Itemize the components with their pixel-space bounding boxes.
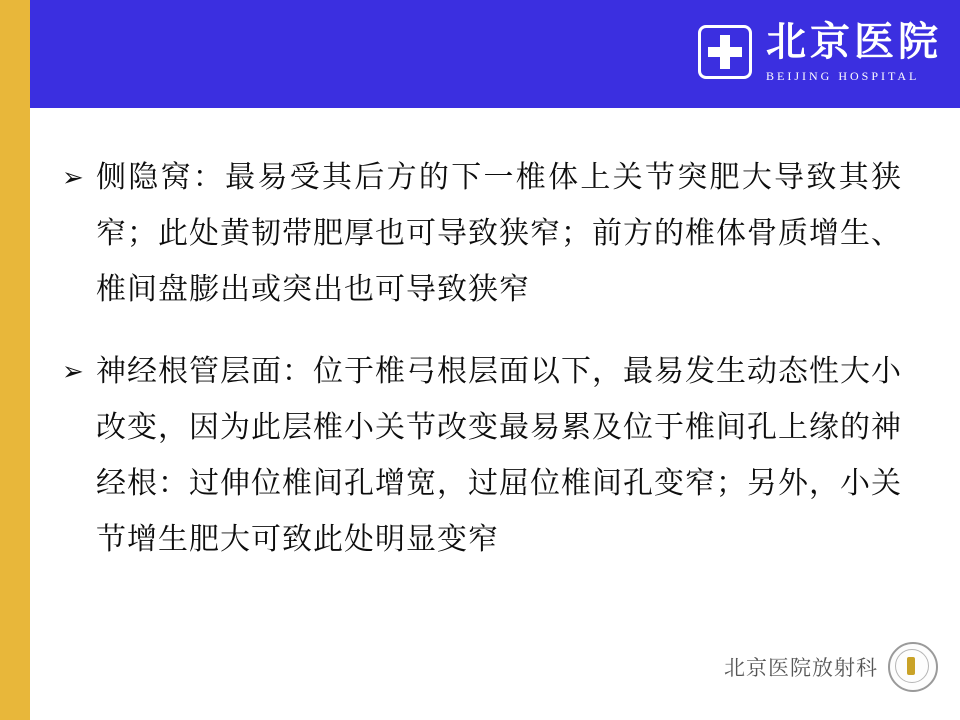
bullet-text: 侧隐窝：最易受其后方的下一椎体上关节突肥大导致其狭窄；此处黄韧带肥厚也可导致狭窄；前方的椎体骨质增生、椎间盘膨出或突出也可导致狭窄 xyxy=(96,160,902,307)
bullet-arrow-icon: ➢ xyxy=(62,357,84,387)
list-item xyxy=(62,344,902,568)
header-band xyxy=(30,0,960,108)
watermark-label: 北京医院放射科 xyxy=(724,656,878,680)
bullet-arrow-icon: ➢ xyxy=(62,163,84,193)
logo-title-en: BEIJING HOSPITAL xyxy=(766,69,920,83)
round-seal-icon xyxy=(888,642,938,692)
logo-title-cn: 北京医院 xyxy=(766,18,942,65)
medical-cross-icon xyxy=(698,25,752,79)
logo-text-group xyxy=(766,18,942,83)
list-item xyxy=(62,150,902,318)
footer-watermark xyxy=(724,642,938,692)
slide-body xyxy=(62,150,902,594)
bullet-text: 神经根管层面：位于椎弓根层面以下，最易发生动态性大小改变，因为此层椎小关节改变最易累及位于椎间孔上缘的神经根：过伸位椎间孔增宽，过屈位椎间孔变窄；另外，小关节增生肥大可致此处明显变窄 xyxy=(96,354,902,557)
left-accent-bar xyxy=(0,0,30,720)
hospital-logo xyxy=(698,18,942,83)
